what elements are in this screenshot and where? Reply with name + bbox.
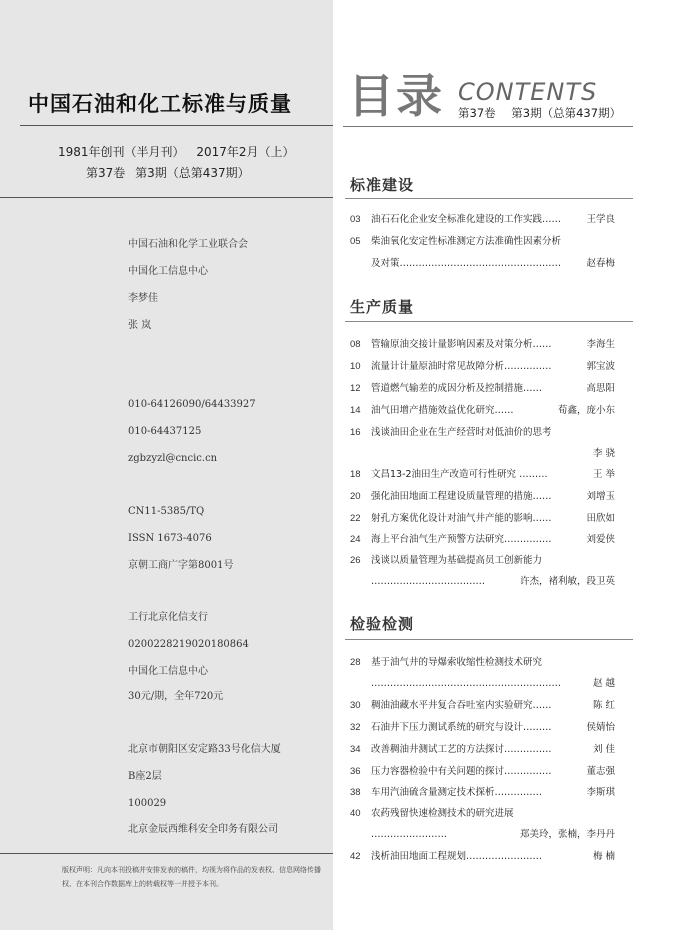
toc-entry-continued[interactable] (350, 447, 615, 461)
contents-heading-cn: 目录 (348, 69, 444, 123)
toc-author: 梅 楠 (592, 851, 615, 862)
toc-author: 刘 佳 (592, 744, 615, 755)
founded-text: 1981年创刊（半月刊） (58, 145, 185, 159)
toc-page: 12 (350, 383, 361, 394)
toc-page: 05 (350, 236, 361, 247)
toc-entry-continued[interactable] (350, 575, 615, 589)
toc-title: 稠油油藏水平井复合吞吐室内实验研究…… (371, 700, 552, 711)
journal-title: 中国石油和化工标准与质量 (28, 91, 292, 116)
divider (0, 197, 333, 198)
toc-entry[interactable] (350, 721, 615, 735)
toc-author: 田欣如 (586, 513, 615, 524)
toc-author: 郑美玲，张楠，李丹丹 (519, 829, 615, 840)
toc-page: 36 (350, 766, 361, 777)
toc-page: 18 (350, 469, 361, 480)
section-heading: 生产质量 (350, 298, 415, 316)
toc-entry-continued[interactable] (350, 677, 615, 691)
volume-line (86, 164, 256, 181)
contents-issue-line (458, 105, 633, 121)
toc-entry[interactable] (350, 850, 615, 864)
info-value: 李梦佳 (128, 293, 158, 304)
info-value: 中国石油和化学工业联合会 (128, 239, 248, 250)
info-value: 京朝工商广字第8001号 (128, 560, 234, 571)
toc-page: 30 (350, 700, 361, 711)
toc-page: 08 (350, 339, 361, 350)
toc-author: 李海生 (586, 339, 615, 350)
toc-title: 强化油田地面工程建设质量管理的措施…… (371, 491, 552, 502)
section-divider (345, 639, 633, 640)
toc-title: 压力容器检验中有关问题的探讨…………… (371, 766, 552, 777)
toc-author: 高思阳 (586, 383, 615, 394)
toc-title: 改善稠油井测试工艺的方法探讨…………… (371, 744, 552, 755)
masthead-panel (0, 0, 333, 930)
toc-title: …………………………………………………… (371, 678, 561, 689)
toc-title: 农药残留快速检测技术的研究进展 (371, 808, 514, 819)
toc-author: 陈 红 (592, 700, 615, 711)
toc-entry[interactable] (350, 235, 615, 249)
toc-entry[interactable] (350, 656, 615, 670)
info-value: 010-64437125 (128, 426, 202, 437)
toc-title: 流量计计量原油时常见故障分析…………… (371, 361, 552, 372)
toc-entry[interactable] (350, 404, 615, 418)
toc-entry[interactable] (350, 786, 615, 800)
contents-volume: 第37卷 (458, 106, 496, 120)
toc-page: 38 (350, 787, 361, 798)
info-value: 010-64126090/64433927 (128, 399, 256, 410)
toc-title: ……………………………… (371, 576, 485, 587)
toc-page: 14 (350, 405, 361, 416)
info-value: B座2层 (128, 771, 162, 782)
toc-entry-continued[interactable] (350, 828, 615, 842)
toc-entry[interactable] (350, 699, 615, 713)
issue-number: 第3期（总第437期） (135, 166, 250, 180)
toc-entry[interactable] (350, 426, 615, 440)
toc-page: 28 (350, 657, 361, 668)
copyright-notice: 版权声明：凡向本刊投稿并安排发表的稿件，均视为将作品的发表权、信息网络传播权、在本刊合作数据库上的转载权等一并授予本刊。 (62, 866, 321, 888)
toc-entry[interactable] (350, 338, 615, 352)
divider (343, 126, 633, 127)
divider (0, 853, 333, 854)
info-value: 100029 (128, 798, 167, 809)
issue-date: 2017年2月（上） (196, 145, 295, 159)
toc-entry[interactable] (350, 807, 615, 821)
toc-author: 郭宝波 (586, 361, 615, 372)
info-value: CN11-5385/TQ (128, 506, 205, 517)
toc-page: 26 (350, 555, 361, 566)
toc-title: 文昌13-2油田生产改造可行性研究 ……… (371, 469, 548, 480)
toc-page: 16 (350, 427, 361, 438)
founded-line (58, 143, 303, 160)
toc-title: 油石石化企业安全标准化建设的工作实践…… (371, 214, 562, 225)
toc-title: 柴油氧化安定性标准测定方法准确性因素分析 (371, 236, 562, 247)
toc-title: 海上平台油气生产预警方法研究…………… (371, 534, 552, 545)
toc-author: 荀鑫，庞小东 (557, 405, 615, 416)
toc-author: 董志强 (586, 766, 615, 777)
toc-entry[interactable] (350, 512, 615, 526)
toc-title: 射孔方案优化设计对油气井产能的影响…… (371, 513, 552, 524)
toc-page: 40 (350, 808, 361, 819)
toc-title: 浅谈油田企业在生产经营时对低油价的思考 (371, 427, 552, 438)
info-value: ISSN 1673-4076 (128, 533, 212, 544)
toc-author: 赵春梅 (586, 258, 615, 269)
toc-title: 及对策…………………………………………… (371, 258, 562, 269)
section-heading: 检验检测 (350, 615, 415, 633)
info-value: 工行北京化信支行 (128, 612, 208, 623)
toc-author: 李 骁 (592, 448, 615, 459)
toc-author: 许杰，褚利敏，段卫英 (519, 576, 615, 587)
toc-title: 油气田增产措施效益优化研究…… (371, 405, 514, 416)
toc-entry[interactable] (350, 765, 615, 779)
toc-title: 管输原油交接计量影响因素及对策分析…… (371, 339, 552, 350)
toc-title: 浅谈以质量管理为基础提高员工创新能力 (371, 555, 543, 566)
section-divider (345, 321, 633, 322)
contents-issue: 第3期（总第437期） (511, 106, 622, 120)
toc-entry[interactable] (350, 743, 615, 757)
toc-entry[interactable] (350, 554, 615, 568)
contents-heading-en: CONTENTS (458, 78, 598, 106)
info-value: 0200228219020180864 (128, 639, 249, 650)
toc-title: …………………… (371, 829, 447, 840)
info-value: 中国化工信息中心 (128, 266, 208, 277)
info-value: zgbzyzl@cncic.cn (128, 453, 218, 464)
toc-title: 基于油气井的导爆索收缩性检测技术研究 (371, 657, 543, 668)
toc-page: 03 (350, 214, 361, 225)
toc-title: 管道燃气输差的成因分析及控制措施…… (371, 383, 543, 394)
toc-author: 赵 越 (592, 678, 615, 689)
toc-entry[interactable] (350, 360, 615, 374)
info-value: 30元/期，全年720元 (128, 691, 224, 702)
toc-page: 42 (350, 851, 361, 862)
toc-page: 32 (350, 722, 361, 733)
toc-entry[interactable] (350, 490, 615, 504)
divider (20, 125, 333, 126)
info-value: 张 岚 (128, 320, 152, 331)
toc-entry[interactable] (350, 213, 615, 227)
toc-entry-continued[interactable] (350, 257, 615, 271)
toc-author: 王学良 (586, 214, 615, 225)
info-value: 北京市朝阳区安定路33号化信大厦 (128, 744, 281, 755)
toc-page: 22 (350, 513, 361, 524)
section-heading: 标准建设 (350, 176, 415, 194)
section-divider (345, 198, 633, 199)
toc-author: 刘爱侠 (586, 534, 615, 545)
toc-page: 10 (350, 361, 361, 372)
toc-author: 王 举 (592, 469, 615, 480)
info-value: 中国化工信息中心 (128, 666, 208, 677)
info-value: 北京金辰西维科安全印务有限公司 (128, 824, 278, 835)
volume-number: 第37卷 (86, 166, 126, 180)
toc-author: 刘增玉 (586, 491, 615, 502)
toc-title: 车用汽油硫含量测定技术探析…………… (371, 787, 543, 798)
toc-page: 24 (350, 534, 361, 545)
toc-title: 浅析油田地面工程规划…………………… (371, 851, 543, 862)
toc-author: 李斯琪 (586, 787, 615, 798)
toc-page: 20 (350, 491, 361, 502)
toc-title: 石油井下压力测试系统的研究与设计……… (371, 722, 552, 733)
toc-author: 侯婧怡 (586, 722, 615, 733)
toc-entry[interactable] (350, 382, 615, 396)
toc-entry[interactable] (350, 533, 615, 547)
toc-page: 34 (350, 744, 361, 755)
toc-entry[interactable] (350, 468, 615, 482)
